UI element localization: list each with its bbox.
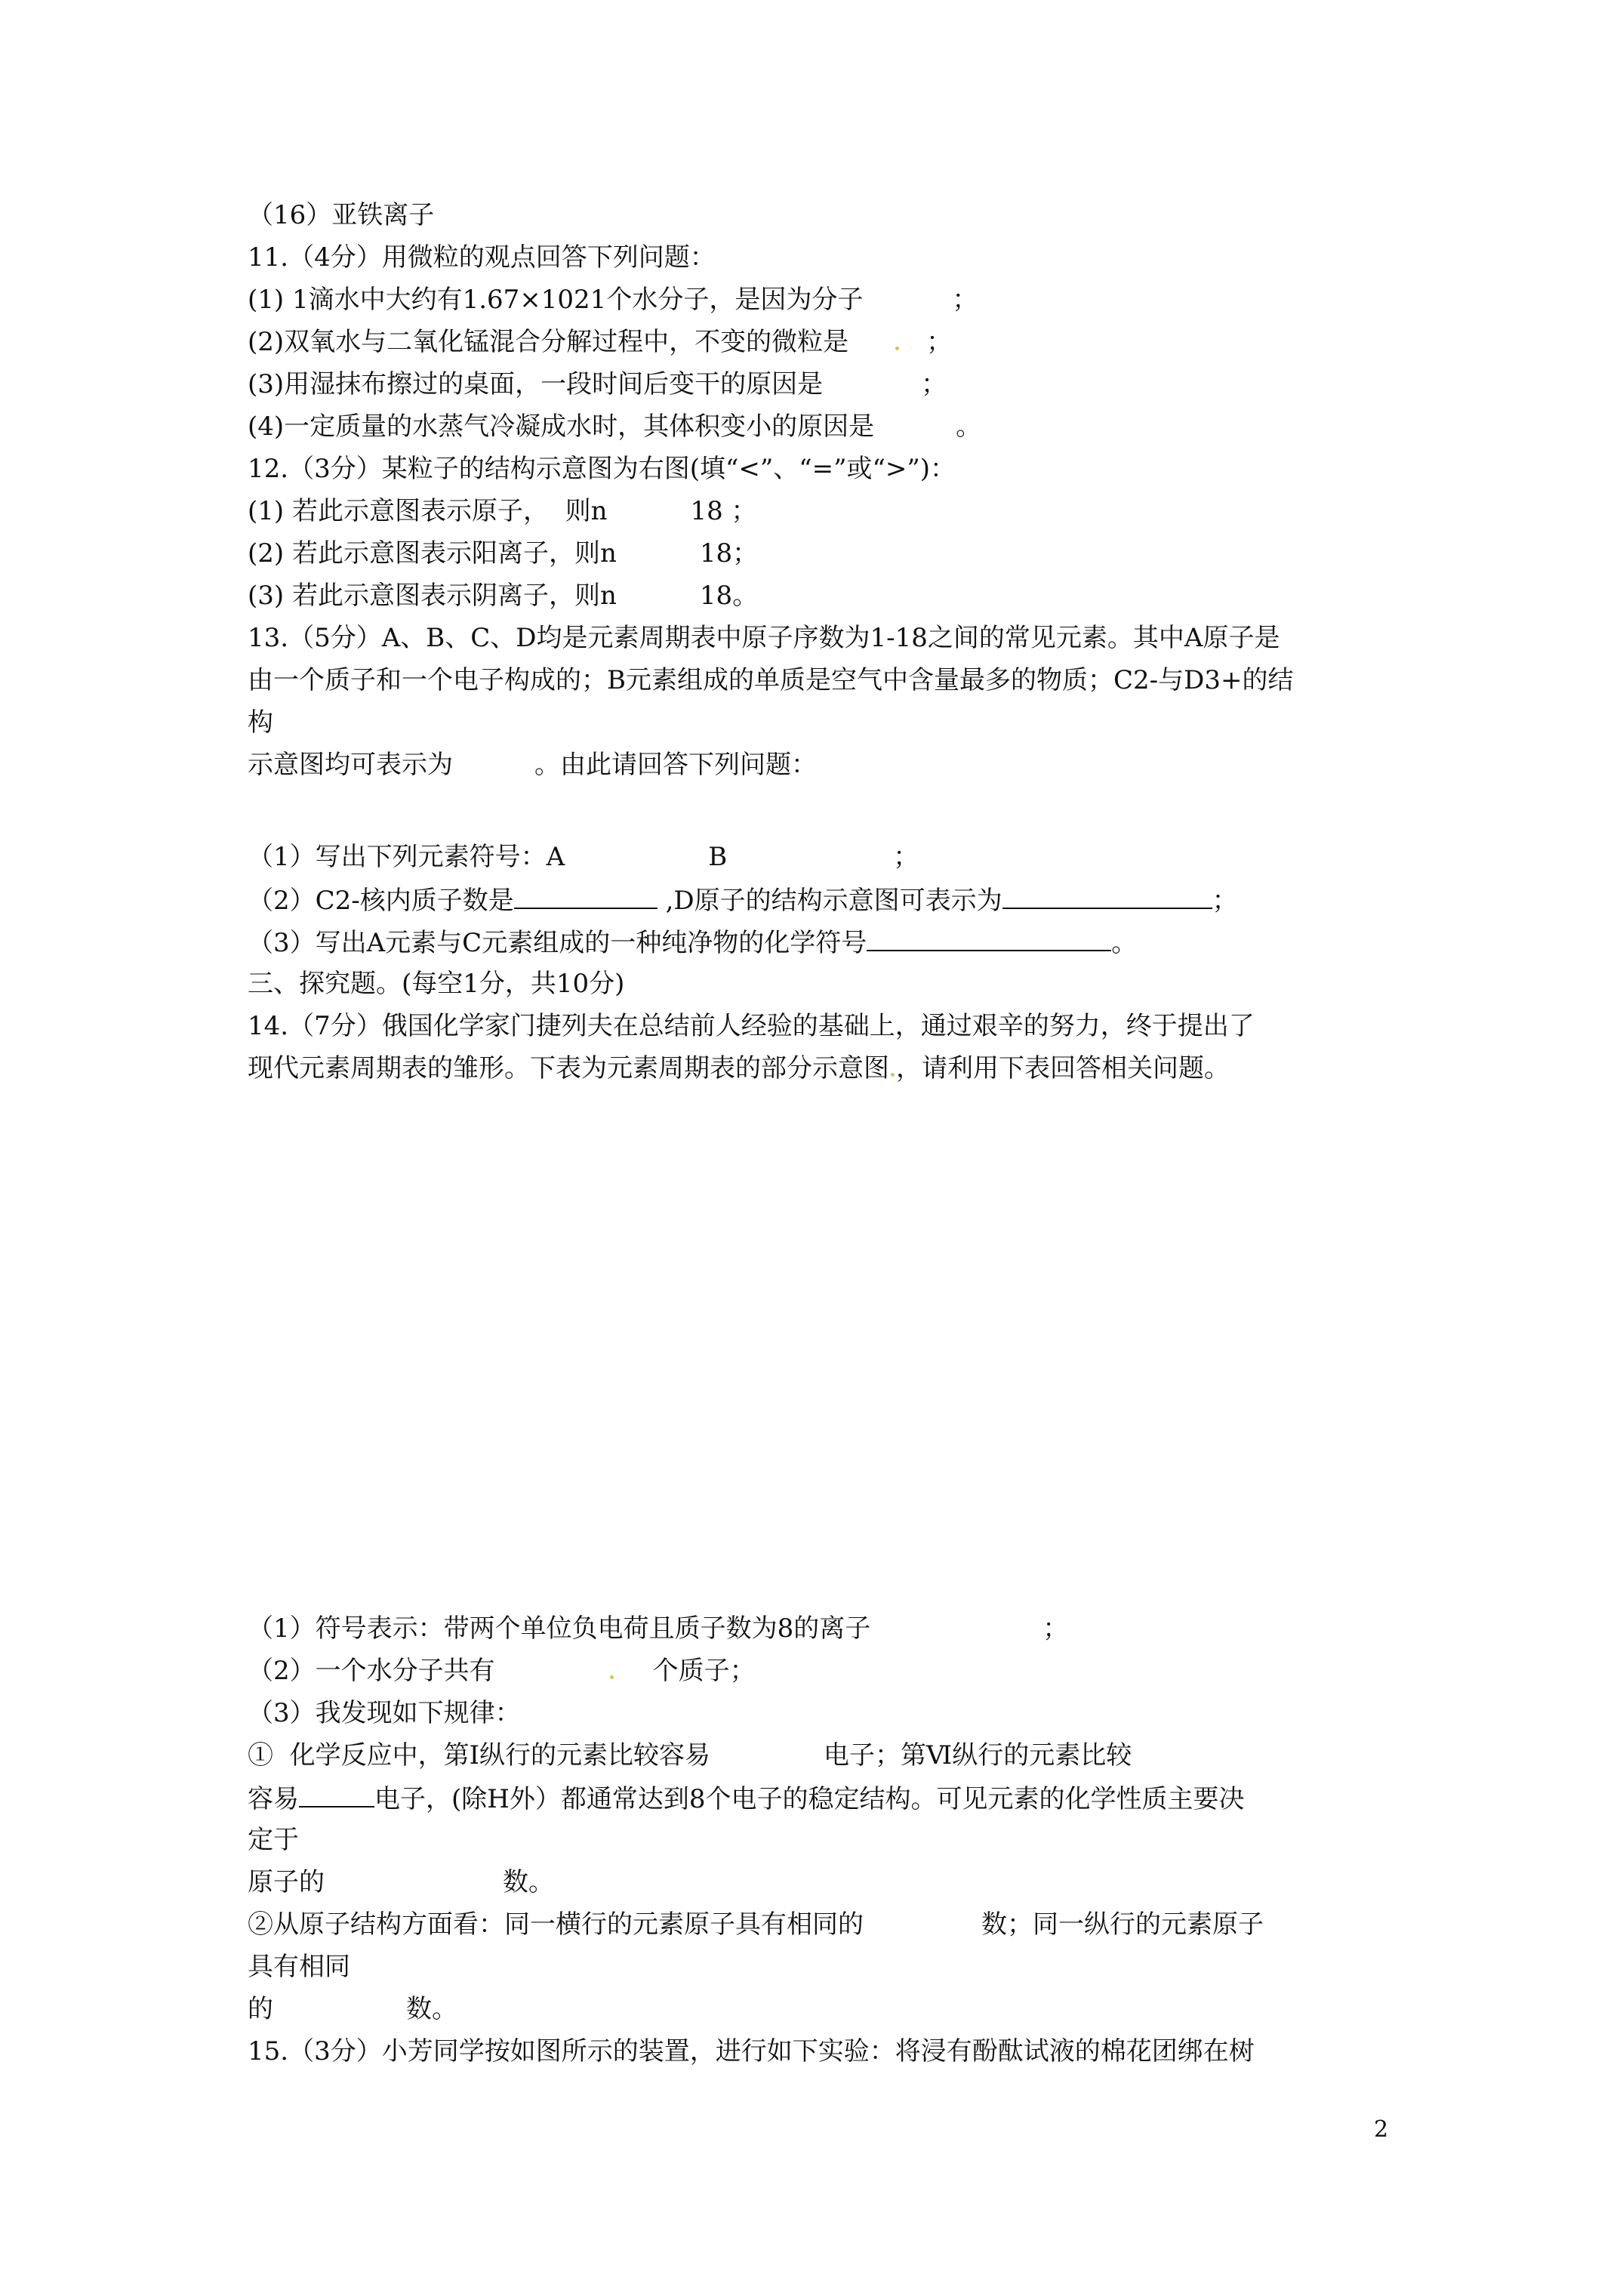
speck-mark: [610, 1675, 614, 1679]
question-13-text-3: [248, 705, 273, 740]
line-text: ，请利用下表回答相关问题。: [896, 1053, 1230, 1083]
question-12-part-3: [248, 578, 758, 613]
question-12-part-1: [248, 494, 757, 529]
question-11-part-1: [248, 282, 978, 317]
question-11-heading: [248, 240, 716, 275]
question-11-part-3: [248, 367, 947, 402]
line-text: 现代元素周期表的雏形。下表为元素周期表的部分示意图: [248, 1053, 889, 1083]
line-text: 三、探究题。(每空1分，共10分): [248, 969, 625, 999]
line-text: ；: [921, 369, 947, 399]
line-text: 个质子；: [652, 1656, 756, 1686]
line-text: （2）一个水分子共有: [248, 1656, 495, 1686]
line-text: ②从原子结构方面看：同一横行的元素原子具有相同的: [248, 1909, 864, 1940]
section-3-heading: [248, 966, 624, 1001]
line-text: 电子；第Ⅵ纵行的元素比较: [824, 1740, 1132, 1771]
line-text: （3）我发现如下规律：: [248, 1698, 521, 1728]
rule-1-text-4: [248, 1865, 554, 1900]
line-text: (2) 若此示意图表示阳离子，则n: [248, 538, 617, 569]
answer-underline: [514, 882, 658, 909]
line-text: 11.（4分）用微粒的观点回答下列问题：: [248, 242, 716, 273]
speck-mark: [891, 1073, 895, 1077]
line-text: 数；同一纵行的元素原子: [981, 1909, 1264, 1940]
line-text: 容易: [248, 1784, 299, 1814]
line-text: B: [708, 842, 728, 872]
line-text: 18；: [699, 538, 759, 569]
line-text: 具有相同: [248, 1952, 350, 1982]
rule-1-text-3: [248, 1823, 299, 1857]
line-text: (2)双氧水与二氧化锰混合分解过程中，不变的微粒是: [248, 327, 849, 357]
question-13-part-3: [248, 924, 1137, 959]
line-text: （1）符号表示：带两个单位负电荷且质子数为8的离子: [248, 1613, 871, 1644]
line-text: 15.（3分）小芳同学按如图所示的装置，进行如下实验：将浸有酚酞试液的棉花团绑在树: [248, 2036, 1255, 2066]
question-14-part-3: [248, 1696, 521, 1730]
line-text: 定于: [248, 1825, 299, 1855]
line-text: (4)一定质量的水蒸气冷凝成水时，其体积变小的原因是: [248, 411, 875, 442]
line-text: 数。: [406, 1994, 457, 2024]
question-15-text-1: [248, 2034, 1255, 2069]
line-text: ；: [1042, 1613, 1069, 1644]
question-13-part-2: [248, 882, 1238, 917]
rule-2-text-1: [248, 1907, 1264, 1942]
line-text: （3）写出A元素与C元素组成的一种纯净物的化学符号: [248, 928, 867, 958]
line-text: 由一个质子和一个电子构成的；B元素组成的单质是空气中含量最多的物质；C2-与D3+的结: [248, 665, 1294, 695]
line-text: 原子的: [248, 1867, 325, 1897]
line-text: （16）亚铁离子: [248, 200, 435, 230]
line-text: 18 ；: [690, 496, 757, 526]
line-text: (3)用湿抹布擦过的桌面，一段时间后变干的原因是: [248, 369, 824, 399]
line-text: ；: [952, 285, 978, 315]
line-text: （2）C2-核内质子数是: [248, 886, 514, 916]
line-text: 的: [248, 1994, 273, 2024]
question-11-part-4: [248, 409, 981, 444]
question-13-text-2: [248, 663, 1294, 698]
line-text: 构: [248, 707, 273, 738]
line-text: 18。: [699, 581, 759, 611]
item-16-ferrous-ion: [248, 198, 434, 233]
page-number: 2: [1374, 2116, 1389, 2143]
line-text: 12.（3分）某粒子的结构示意图为右图(填“<”、“=”或“>”)：: [248, 454, 956, 484]
question-13-part-1: [248, 840, 919, 874]
line-text: (1) 若此示意图表示原子， 则n: [248, 496, 608, 526]
line-text: 14.（7分）俄国化学家门捷列夫在总结前人经验的基础上，通过艰辛的努力，终于提出了: [248, 1011, 1255, 1041]
line-text: ；: [1212, 886, 1238, 916]
line-text: 数。: [503, 1867, 554, 1897]
rule-1-text-1: [248, 1738, 1132, 1773]
line-text: 示意图均可表示为: [248, 750, 453, 780]
answer-underline: [1002, 882, 1212, 909]
question-14-part-1: [248, 1611, 1068, 1646]
speck-mark: [895, 347, 899, 350]
line-text: ；: [893, 842, 919, 872]
answer-underline: [867, 924, 1111, 951]
line-text: (3) 若此示意图表示阴离子，则n: [248, 581, 617, 611]
line-text: 。由此请回答下列问题：: [534, 750, 817, 780]
line-text: 。: [1111, 928, 1138, 958]
line-text: 13.（5分）A、B、C、D均是元素周期表中原子序数为1-18之间的常见元素。其中A原子是: [248, 623, 1280, 653]
question-13-text-4: [248, 747, 817, 782]
line-text: ① 化学反应中，第Ⅰ纵行的元素比较容易: [248, 1740, 711, 1771]
question-14-text-2: [248, 1051, 1230, 1086]
question-14-part-2: [248, 1653, 756, 1688]
answer-underline: [299, 1780, 374, 1808]
question-11-part-2: [248, 325, 952, 359]
rule-2-text-2: [248, 1949, 350, 1984]
question-13-text-1: [248, 621, 1280, 655]
rule-2-text-3: [248, 1992, 457, 2026]
line-text: 。: [956, 411, 982, 442]
line-text: 电子，(除H外）都通常达到8个电子的稳定结构。可见元素的化学性质主要决: [374, 1784, 1245, 1814]
rule-1-text-2: [248, 1780, 1245, 1815]
line-text: ,D原子的结构示意图可表示为: [657, 886, 1002, 916]
line-text: ；: [926, 327, 953, 357]
line-text: (1) 1滴水中大约有1.67×1021个水分子，是因为分子: [248, 285, 864, 315]
question-14-text-1: [248, 1009, 1255, 1043]
line-text: （1）写出下列元素符号：A: [248, 842, 565, 872]
question-12-part-2: [248, 536, 758, 571]
question-12-heading: [248, 451, 956, 486]
